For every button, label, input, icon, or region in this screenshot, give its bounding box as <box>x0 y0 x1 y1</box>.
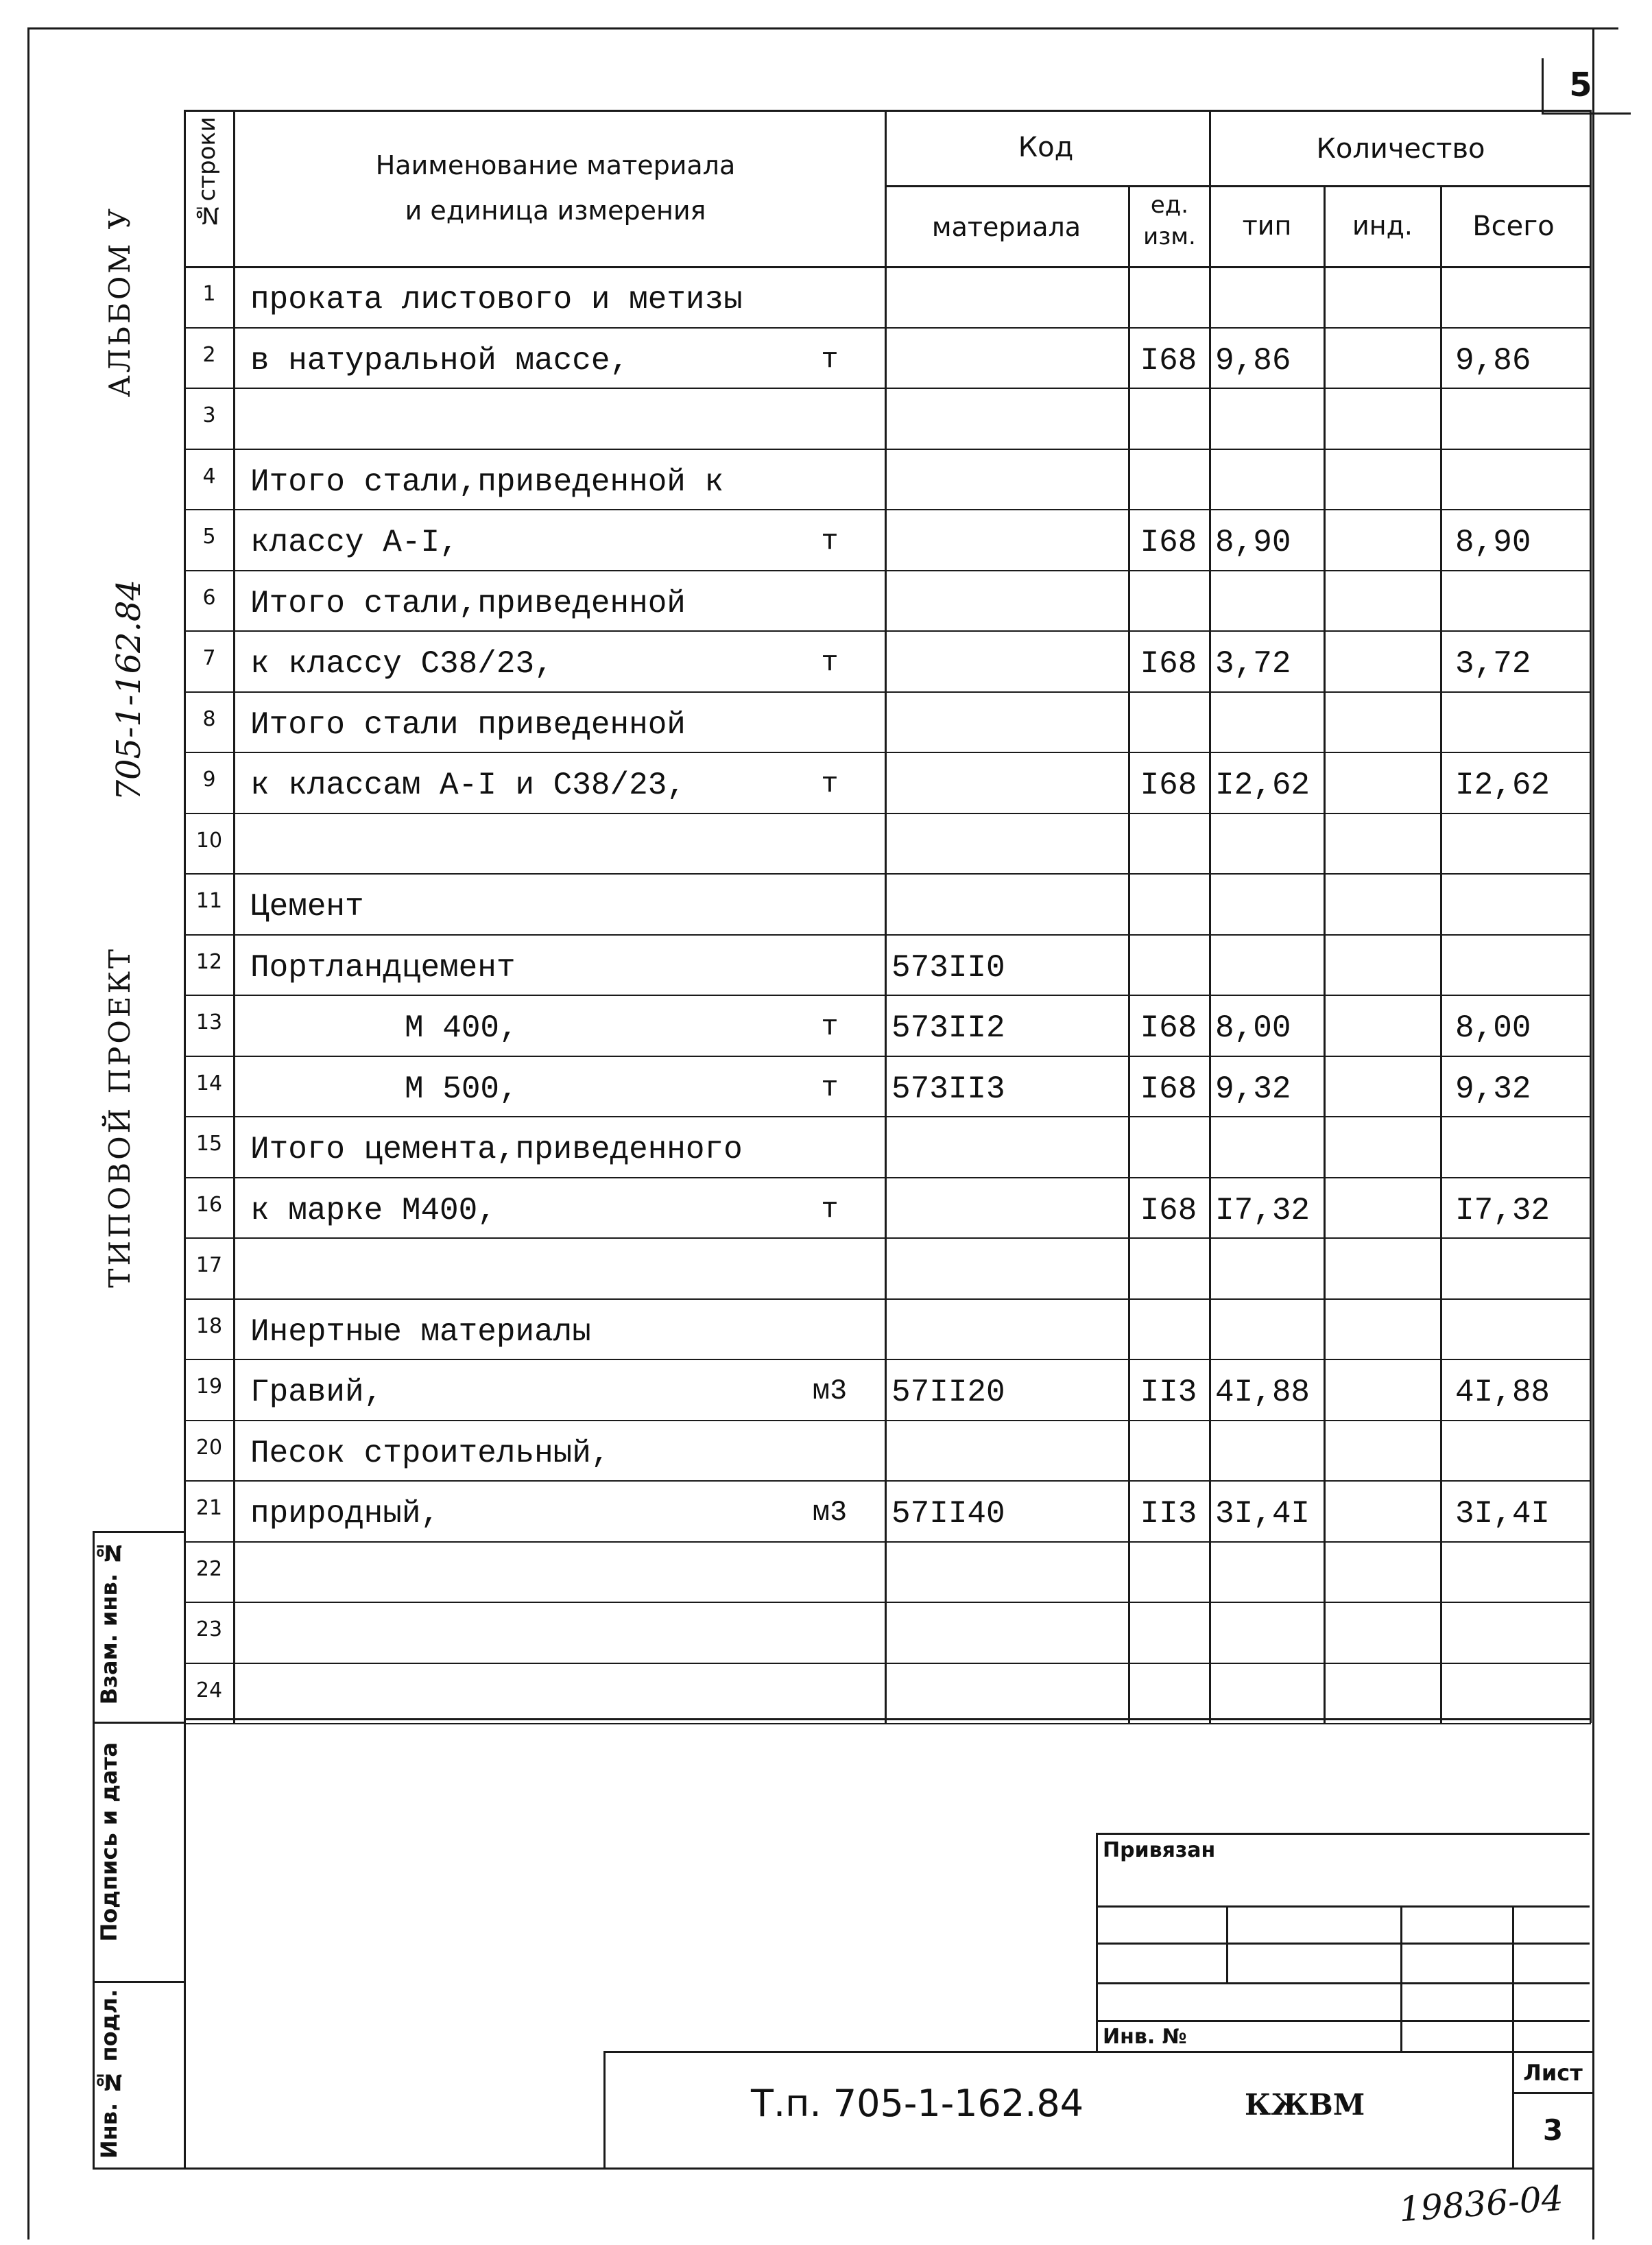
row-number: 17 <box>195 1253 223 1277</box>
header-qty-total: Всего <box>1472 211 1555 242</box>
table-top-line <box>184 110 1591 112</box>
title-sheet-value: 3 <box>1542 2113 1564 2147</box>
header-quantity: Количество <box>1316 133 1485 165</box>
material-code: 57II20 <box>891 1375 1005 1410</box>
lower-left-line <box>184 1718 186 2167</box>
unit-text: т <box>821 1193 839 1226</box>
material-name: Итого цемента,приведенного <box>250 1132 743 1167</box>
footer-number: 19836-04 <box>1398 2178 1565 2230</box>
table-row <box>0 813 1652 874</box>
binding-line2 <box>1096 1943 1590 1945</box>
stamp-strip-bottom <box>93 2167 185 2170</box>
sheet-number: 5 <box>1569 66 1592 104</box>
table-row <box>0 630 1652 691</box>
row-number: 8 <box>202 707 216 731</box>
unit-code: I68 <box>1140 1193 1197 1228</box>
title-left <box>603 2051 606 2169</box>
row-number: 11 <box>195 889 223 913</box>
row-number: 4 <box>202 464 216 488</box>
row-number: 13 <box>195 1010 223 1034</box>
qty-total: 9,32 <box>1455 1071 1531 1107</box>
qty-typ: 3,72 <box>1215 646 1291 682</box>
binding-top <box>1096 1833 1590 1835</box>
qty-typ: 9,86 <box>1215 343 1291 379</box>
stamp-inv-orig: Инв. № подл. <box>96 1989 122 2159</box>
row-number: 6 <box>202 586 216 610</box>
qty-typ: 8,90 <box>1215 525 1291 560</box>
title-sheet-label-line <box>1512 2092 1592 2094</box>
frame-top-line <box>27 27 1618 29</box>
table-row <box>0 1056 1652 1117</box>
material-code: 573II0 <box>891 950 1005 986</box>
material-name: Итого стали приведенной <box>250 707 686 743</box>
table-row <box>0 752 1652 813</box>
unit-text: т <box>821 525 839 558</box>
header-code: Код <box>1018 132 1074 163</box>
row-number: 24 <box>195 1678 223 1702</box>
unit-text: т <box>821 646 839 679</box>
side-label-project-number: 705-1-162.84 <box>110 580 148 801</box>
sheet-box-left <box>1542 58 1544 115</box>
title-mark: КЖВМ <box>1245 2088 1365 2122</box>
unit-code: II3 <box>1140 1375 1197 1410</box>
qty-typ: 4I,88 <box>1215 1375 1310 1410</box>
table-row <box>0 509 1652 570</box>
header-qty-ind: инд. <box>1352 211 1413 241</box>
unit-text: т <box>821 1010 839 1043</box>
table-row <box>0 1237 1652 1298</box>
header-name-line1: Наименование материала <box>375 150 736 180</box>
table-row <box>0 691 1652 752</box>
material-name: к марке М400, <box>250 1193 496 1228</box>
stamp-replace-inv: Взам. инв. № <box>96 1540 122 1705</box>
row-number: 7 <box>202 646 216 670</box>
unit-code: I68 <box>1140 343 1197 379</box>
binding-attached: Привязан <box>1103 1838 1216 1862</box>
table-row <box>0 1663 1652 1724</box>
table-header-mid-line <box>885 185 1591 187</box>
unit-code: I68 <box>1140 1010 1197 1046</box>
sheet-box-bottom <box>1542 112 1631 115</box>
stamp-strip-div2 <box>93 1981 185 1983</box>
unit-code: I68 <box>1140 646 1197 682</box>
qty-typ: 3I,4I <box>1215 1496 1310 1532</box>
row-number: 19 <box>195 1375 223 1399</box>
row-number: 23 <box>195 1617 223 1641</box>
table-row <box>0 1541 1652 1602</box>
table-row <box>0 873 1652 934</box>
table-row <box>0 995 1652 1056</box>
unit-text: т <box>821 768 839 800</box>
row-number: 15 <box>195 1132 223 1156</box>
binding-line3 <box>1096 1982 1590 1984</box>
qty-total: 4I,88 <box>1455 1375 1551 1410</box>
binding-line1 <box>1096 1905 1590 1908</box>
row-number: 10 <box>195 829 223 853</box>
binding-line4 <box>1096 2020 1590 2022</box>
title-top <box>603 2051 1592 2053</box>
material-name: к классу С38/23, <box>250 646 553 682</box>
row-number: 18 <box>195 1314 223 1338</box>
table-row <box>0 266 1652 327</box>
material-name: М 400, <box>405 1010 518 1046</box>
row-number: 3 <box>202 403 216 427</box>
row-number: 5 <box>202 525 216 549</box>
table-row <box>0 1359 1652 1420</box>
row-number: 21 <box>195 1496 223 1520</box>
binding-vline3 <box>1512 1905 1514 2053</box>
header-row-number: №строки <box>193 117 221 229</box>
material-name: Гравий, <box>250 1375 383 1410</box>
row-number: 2 <box>202 343 216 367</box>
header-qty-typ: тип <box>1242 211 1292 241</box>
table-row <box>0 1116 1652 1177</box>
table-row <box>0 570 1652 631</box>
material-name: Песок строительный, <box>250 1436 610 1471</box>
qty-total: 9,86 <box>1455 343 1531 379</box>
side-label-album: АЛЬБОМ У <box>103 206 136 398</box>
side-label-typical-project: ТИПОВОЙ ПРОЕКТ <box>103 947 136 1288</box>
table-row <box>0 327 1652 388</box>
header-unit-line2: изм. <box>1143 223 1196 250</box>
qty-total: I2,62 <box>1455 768 1551 803</box>
table-row <box>0 449 1652 510</box>
table-row <box>0 1177 1652 1238</box>
row-number: 20 <box>195 1436 223 1460</box>
qty-total: I7,32 <box>1455 1193 1551 1228</box>
header-code-material: материала <box>931 212 1081 242</box>
qty-total: 3I,4I <box>1455 1496 1551 1532</box>
unit-text: м3 <box>812 1496 848 1529</box>
material-code: 573II3 <box>891 1071 1005 1107</box>
title-sheet-label: Лист <box>1523 2060 1583 2086</box>
material-name: Итого стали,приведенной <box>250 586 686 621</box>
material-name: природный, <box>250 1496 440 1532</box>
lower-bottom-line <box>184 2167 1592 2170</box>
unit-code: I68 <box>1140 525 1197 560</box>
table-row <box>0 388 1652 449</box>
binding-vline1 <box>1226 1905 1228 1982</box>
material-name: Итого стали,приведенной к <box>250 464 724 500</box>
material-code: 57II40 <box>891 1496 1005 1532</box>
material-name: Инертные материалы <box>250 1314 591 1350</box>
row-number: 14 <box>195 1071 223 1095</box>
qty-total: 8,90 <box>1455 525 1531 560</box>
row-number: 9 <box>202 768 216 792</box>
qty-total: 8,00 <box>1455 1010 1531 1046</box>
binding-inv-no: Инв. № <box>1103 2025 1187 2049</box>
row-number: 12 <box>195 950 223 974</box>
qty-typ: I2,62 <box>1215 768 1310 803</box>
qty-typ: 9,32 <box>1215 1071 1291 1107</box>
unit-text: т <box>821 1071 839 1104</box>
header-unit-line1: ед. <box>1150 191 1189 219</box>
material-name: в натуральной массе, <box>250 343 630 379</box>
header-name-line2: и единица измерения <box>405 195 706 226</box>
table-row <box>0 1480 1652 1541</box>
material-name: Цемент <box>250 889 364 925</box>
unit-code: II3 <box>1140 1496 1197 1532</box>
stamp-sign-date: Подпись и дата <box>96 1742 122 1942</box>
qty-typ: 8,00 <box>1215 1010 1291 1046</box>
qty-typ: I7,32 <box>1215 1193 1310 1228</box>
material-name: проката листового и метизы <box>250 282 743 318</box>
binding-vline2 <box>1400 1905 1402 2053</box>
material-name: к классам А-I и С38/23, <box>250 768 686 803</box>
table-row <box>0 934 1652 995</box>
row-number: 22 <box>195 1557 223 1581</box>
table-row <box>0 1602 1652 1663</box>
unit-text: м3 <box>812 1375 848 1407</box>
row-number: 1 <box>202 282 216 306</box>
material-code: 573II2 <box>891 1010 1005 1046</box>
unit-text: т <box>821 343 839 376</box>
unit-code: I68 <box>1140 1071 1197 1107</box>
qty-total: 3,72 <box>1455 646 1531 682</box>
material-name: классу А-I, <box>250 525 459 560</box>
title-doc-code: Т.п. 705-1-162.84 <box>751 2082 1084 2125</box>
row-number: 16 <box>195 1193 223 1217</box>
table-row <box>0 1298 1652 1359</box>
material-name: М 500, <box>405 1071 518 1107</box>
table-row <box>0 1420 1652 1481</box>
unit-code: I68 <box>1140 768 1197 803</box>
material-name: Портландцемент <box>250 950 516 986</box>
